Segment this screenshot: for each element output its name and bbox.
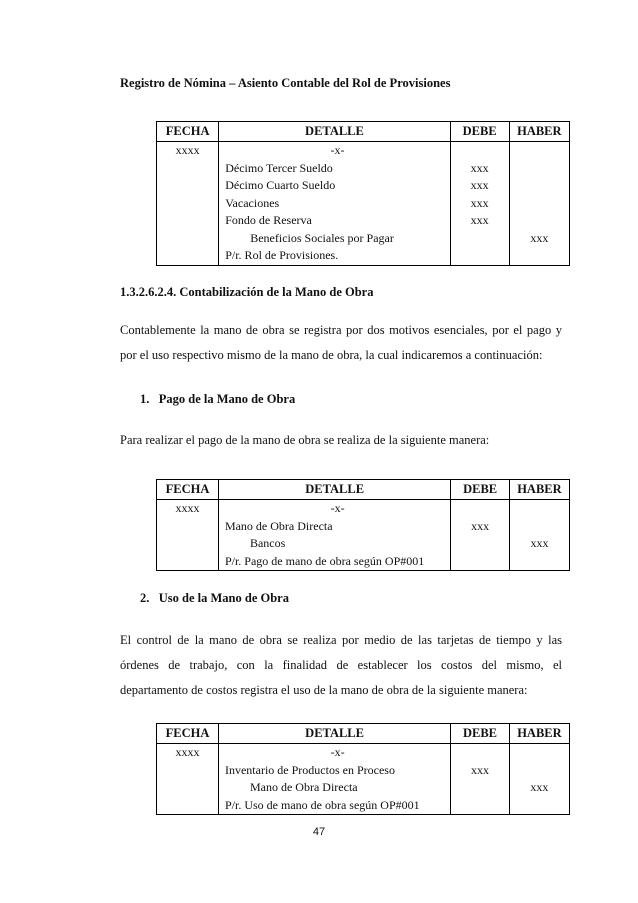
section-heading: 1.3.2.6.2.4. Contabilización de la Mano de Obra xyxy=(120,285,374,299)
debe-value: xxx xyxy=(470,178,489,192)
table-header-row xyxy=(157,122,570,142)
haber-value xyxy=(510,195,569,213)
haber-value xyxy=(510,553,569,571)
haber-value: xxx xyxy=(530,780,549,794)
detalle-line: -x- xyxy=(330,143,345,157)
detalle-line: Vacaciones xyxy=(225,195,280,210)
list-item-uso xyxy=(140,591,289,606)
paragraph-line: Para realizar el pago de la mano de obra se realiza de la siguiente manera: xyxy=(120,433,490,447)
col-header-fecha: FECHA xyxy=(157,122,219,142)
haber-value: xxx xyxy=(530,536,549,550)
table-row xyxy=(157,142,570,266)
cell-debe xyxy=(451,500,510,571)
cell-haber xyxy=(509,500,569,571)
col-header-detalle: DETALLE xyxy=(218,724,450,744)
paragraph-line: órdenes de trabajo, con la finalidad de establecer los costos del mismo, el xyxy=(120,658,562,672)
ledger-table-provisiones xyxy=(156,121,570,266)
col-header-detalle: DETALLE xyxy=(218,480,450,500)
paragraph-line: departamento de costos registra el uso de la mano de obra de la siguiente manera: xyxy=(120,683,528,697)
cell-debe xyxy=(451,744,510,815)
cell-fecha xyxy=(157,744,219,815)
haber-value xyxy=(510,518,569,536)
haber-value xyxy=(510,177,569,195)
debe-value xyxy=(451,230,509,248)
table-header-row xyxy=(157,724,570,744)
cell-detalle xyxy=(219,142,451,266)
detalle-line: Décimo Tercer Sueldo xyxy=(225,160,333,175)
debe-value: xxx xyxy=(470,195,489,210)
detalle-line: -x- xyxy=(330,501,345,515)
detalle-line: Beneficios Sociales por Pagar xyxy=(250,230,394,245)
detalle-line: Inventario de Productos en Proceso xyxy=(224,762,395,777)
col-header-debe: DEBE xyxy=(451,724,510,744)
col-header-debe: DEBE xyxy=(451,480,510,500)
page-number: 47 xyxy=(312,826,326,838)
col-header-fecha: FECHA xyxy=(157,480,219,500)
ledger-table-uso xyxy=(156,723,570,815)
col-header-debe: DEBE xyxy=(450,122,509,142)
col-header-haber: HABER xyxy=(509,480,569,500)
cell-detalle xyxy=(218,744,450,815)
fecha-value: xxxx xyxy=(175,745,200,759)
list-title: Pago de la Mano de Obra xyxy=(158,392,296,406)
table-row xyxy=(157,744,570,815)
debe-value xyxy=(451,500,509,518)
haber-value xyxy=(510,212,569,230)
detalle-line: -x- xyxy=(330,745,345,759)
detalle-line: Bancos xyxy=(249,536,286,550)
debe-value xyxy=(451,797,509,815)
haber-value xyxy=(510,142,569,160)
detalle-line: P/r. Rol de Provisiones. xyxy=(225,248,339,262)
debe-value xyxy=(451,744,509,762)
col-header-haber: HABER xyxy=(509,122,569,142)
paragraph-line: Contablemente la mano de obra se registra por dos motivos esenciales, por el pago y xyxy=(120,323,562,337)
list-item-pago xyxy=(140,392,295,407)
paragraph-line: por el uso respectivo mismo de la mano de obra, la cual indicaremos a continuación: xyxy=(120,348,543,362)
paragraph-line: El control de la mano de obra se realiza por medio de las tarjetas de tiempo y las xyxy=(120,633,562,647)
list-title: Uso de la Mano de Obra xyxy=(158,591,289,605)
cell-debe xyxy=(450,142,509,266)
detalle-line: P/r. Pago de mano de obra según OP#001 xyxy=(224,553,425,568)
fecha-value: xxxx xyxy=(175,143,200,157)
col-header-fecha: FECHA xyxy=(157,724,219,744)
debe-value xyxy=(451,247,509,265)
detalle-line: Mano de Obra Directa xyxy=(224,518,333,533)
debe-value: xxx xyxy=(471,518,490,533)
paragraph-uso xyxy=(120,628,562,703)
document-heading: Registro de Nómina – Asiento Contable del Rol de Provisiones xyxy=(120,76,451,90)
haber-value xyxy=(510,160,569,178)
debe-value: xxx xyxy=(471,762,490,777)
ledger-table-pago xyxy=(156,479,570,571)
list-number: 1. xyxy=(140,392,150,406)
haber-value: xxx xyxy=(530,230,549,245)
detalle-line: P/r. Uso de mano de obra según OP#001 xyxy=(224,797,420,812)
debe-value xyxy=(451,553,509,571)
detalle-line: Décimo Cuarto Sueldo xyxy=(225,178,336,192)
paragraph-intro xyxy=(120,318,562,368)
haber-value xyxy=(510,797,569,815)
debe-value xyxy=(451,142,509,160)
haber-value xyxy=(510,247,569,265)
cell-haber xyxy=(509,744,569,815)
cell-fecha xyxy=(157,142,219,266)
debe-value: xxx xyxy=(470,160,489,175)
paragraph-pago xyxy=(120,428,562,453)
fecha-value: xxxx xyxy=(175,501,200,515)
cell-fecha xyxy=(157,500,219,571)
haber-value xyxy=(510,762,569,780)
table-header-row xyxy=(157,480,570,500)
debe-value xyxy=(451,535,509,553)
col-header-haber: HABER xyxy=(509,724,569,744)
list-number: 2. xyxy=(140,591,150,605)
debe-value xyxy=(451,779,509,797)
detalle-line: Fondo de Reserva xyxy=(225,213,312,227)
cell-detalle xyxy=(218,500,450,571)
detalle-line: Mano de Obra Directa xyxy=(249,780,358,794)
haber-value xyxy=(510,500,569,518)
cell-haber xyxy=(509,142,569,266)
col-header-detalle: DETALLE xyxy=(219,122,451,142)
table-row xyxy=(157,500,570,571)
debe-value: xxx xyxy=(470,213,489,227)
haber-value xyxy=(510,744,569,762)
